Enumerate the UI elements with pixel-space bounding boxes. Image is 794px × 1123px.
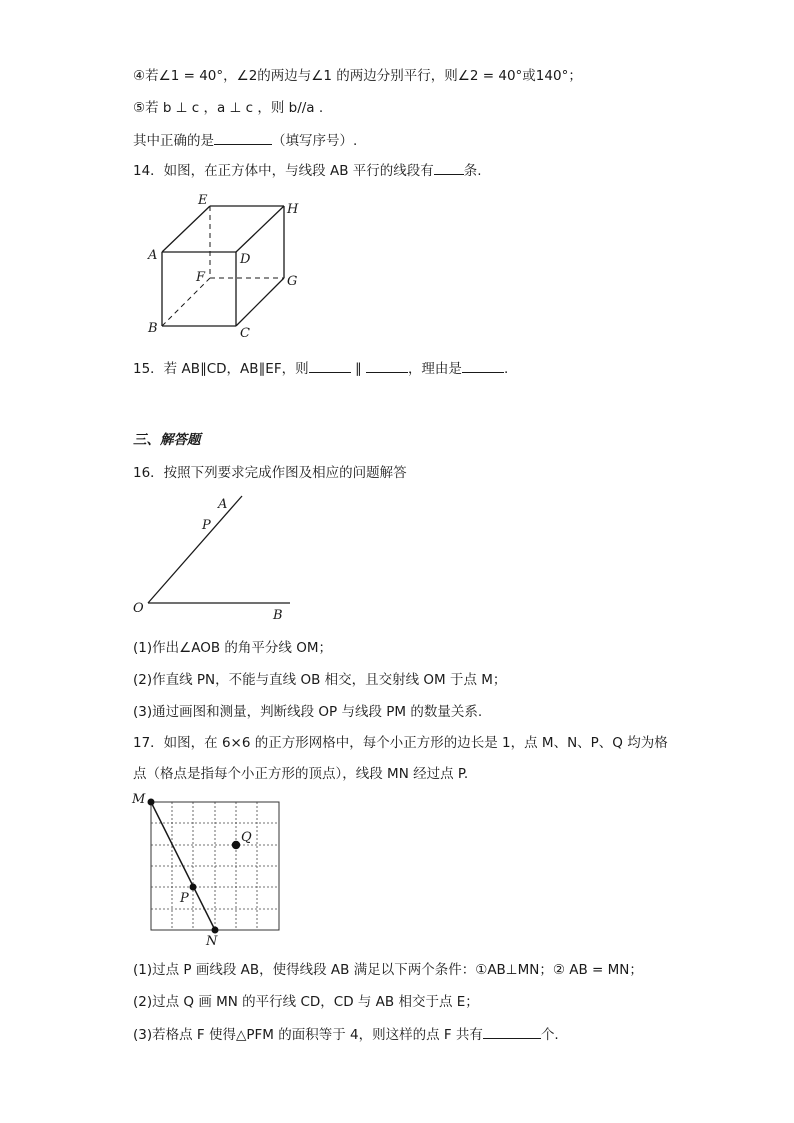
question-17-line-2: 点（格点是指每个小正方形的顶点），线段 MN 经过点 P. [133, 766, 469, 782]
angle-label-O: O [133, 601, 144, 616]
question-16: 16．按照下列要求完成作图及相应的问题解答 [133, 465, 407, 481]
cube-label-F: F [196, 270, 206, 285]
q16-sub-1: (1)作出∠AOB 的角平分线 OM； [133, 640, 332, 656]
q17-blank[interactable] [483, 1024, 541, 1039]
grid-label-N: N [206, 934, 218, 949]
cube-label-G: G [287, 274, 298, 289]
cube-label-B: B [148, 321, 158, 336]
q17-sub-3 [133, 1024, 559, 1045]
cube-label-E: E [198, 193, 208, 208]
statement-4: ④若∠1 = 40°，∠2的两边与∠1 的两边分别平行，则∠2 = 40°或140°； [133, 68, 582, 84]
q17-sub-3-suffix: 个. [540, 1027, 559, 1043]
statement-5: ⑤若 b ⊥ c ，a ⊥ c ，则 b//a . [133, 100, 324, 116]
cube-label-C: C [240, 326, 250, 341]
section-header: 三、解答题 [133, 432, 201, 448]
point-M [148, 799, 155, 806]
grid-label-M: M [132, 792, 146, 807]
q16-sub-2: (2)作直线 PN，不能与直线 OB 相交，且交射线 OM 于点 M； [133, 672, 507, 688]
angle-label-B: B [273, 608, 283, 623]
q17-sub-2: (2)过点 Q 画 MN 的平行线 CD，CD 与 AB 相交于点 E； [133, 994, 479, 1010]
grid-label-Q: Q [241, 830, 252, 845]
q14-suffix: 条. [463, 163, 482, 179]
q17-sub-1: (1)过点 P 画线段 AB，使得线段 AB 满足以下两个条件：①AB⊥MN；② AB = MN； [133, 962, 643, 978]
q15-end: . [503, 361, 509, 377]
q15-parallel: ∥ [354, 361, 362, 377]
q15-text: 15．若 AB∥CD，AB∥EF，则 [133, 361, 309, 377]
point-Q [232, 841, 240, 849]
question-17-line-1: 17．如图，在 6×6 的正方形网格中，每个小正方形的边长是 1，点 M、N、P、Q 均为格 [133, 735, 668, 751]
point-P [190, 884, 197, 891]
q16-sub-3: (3)通过画图和测量，判断线段 OP 与线段 PM 的数量关系. [133, 704, 483, 720]
q14-text: 14．如图，在正方体中，与线段 AB 平行的线段有 [133, 163, 434, 179]
angle-label-A: A [218, 497, 228, 512]
grid-dashed-lines [151, 802, 279, 930]
angle-label-P: P [202, 518, 211, 533]
point-N [212, 927, 219, 934]
grid-label-P: P [180, 891, 189, 906]
cube-label-H: H [287, 202, 299, 217]
q15-reason: ，理由是 [407, 361, 462, 377]
cube-label-D: D [240, 252, 251, 267]
cube-label-A: A [148, 248, 158, 263]
answer-suffix: （填写序号）. [272, 133, 358, 149]
answer-prompt-text: 其中正确的是 [133, 133, 214, 149]
q17-sub-3-text: (3)若格点 F 使得△PFM 的面积等于 4，则这样的点 F 共有 [133, 1027, 483, 1043]
